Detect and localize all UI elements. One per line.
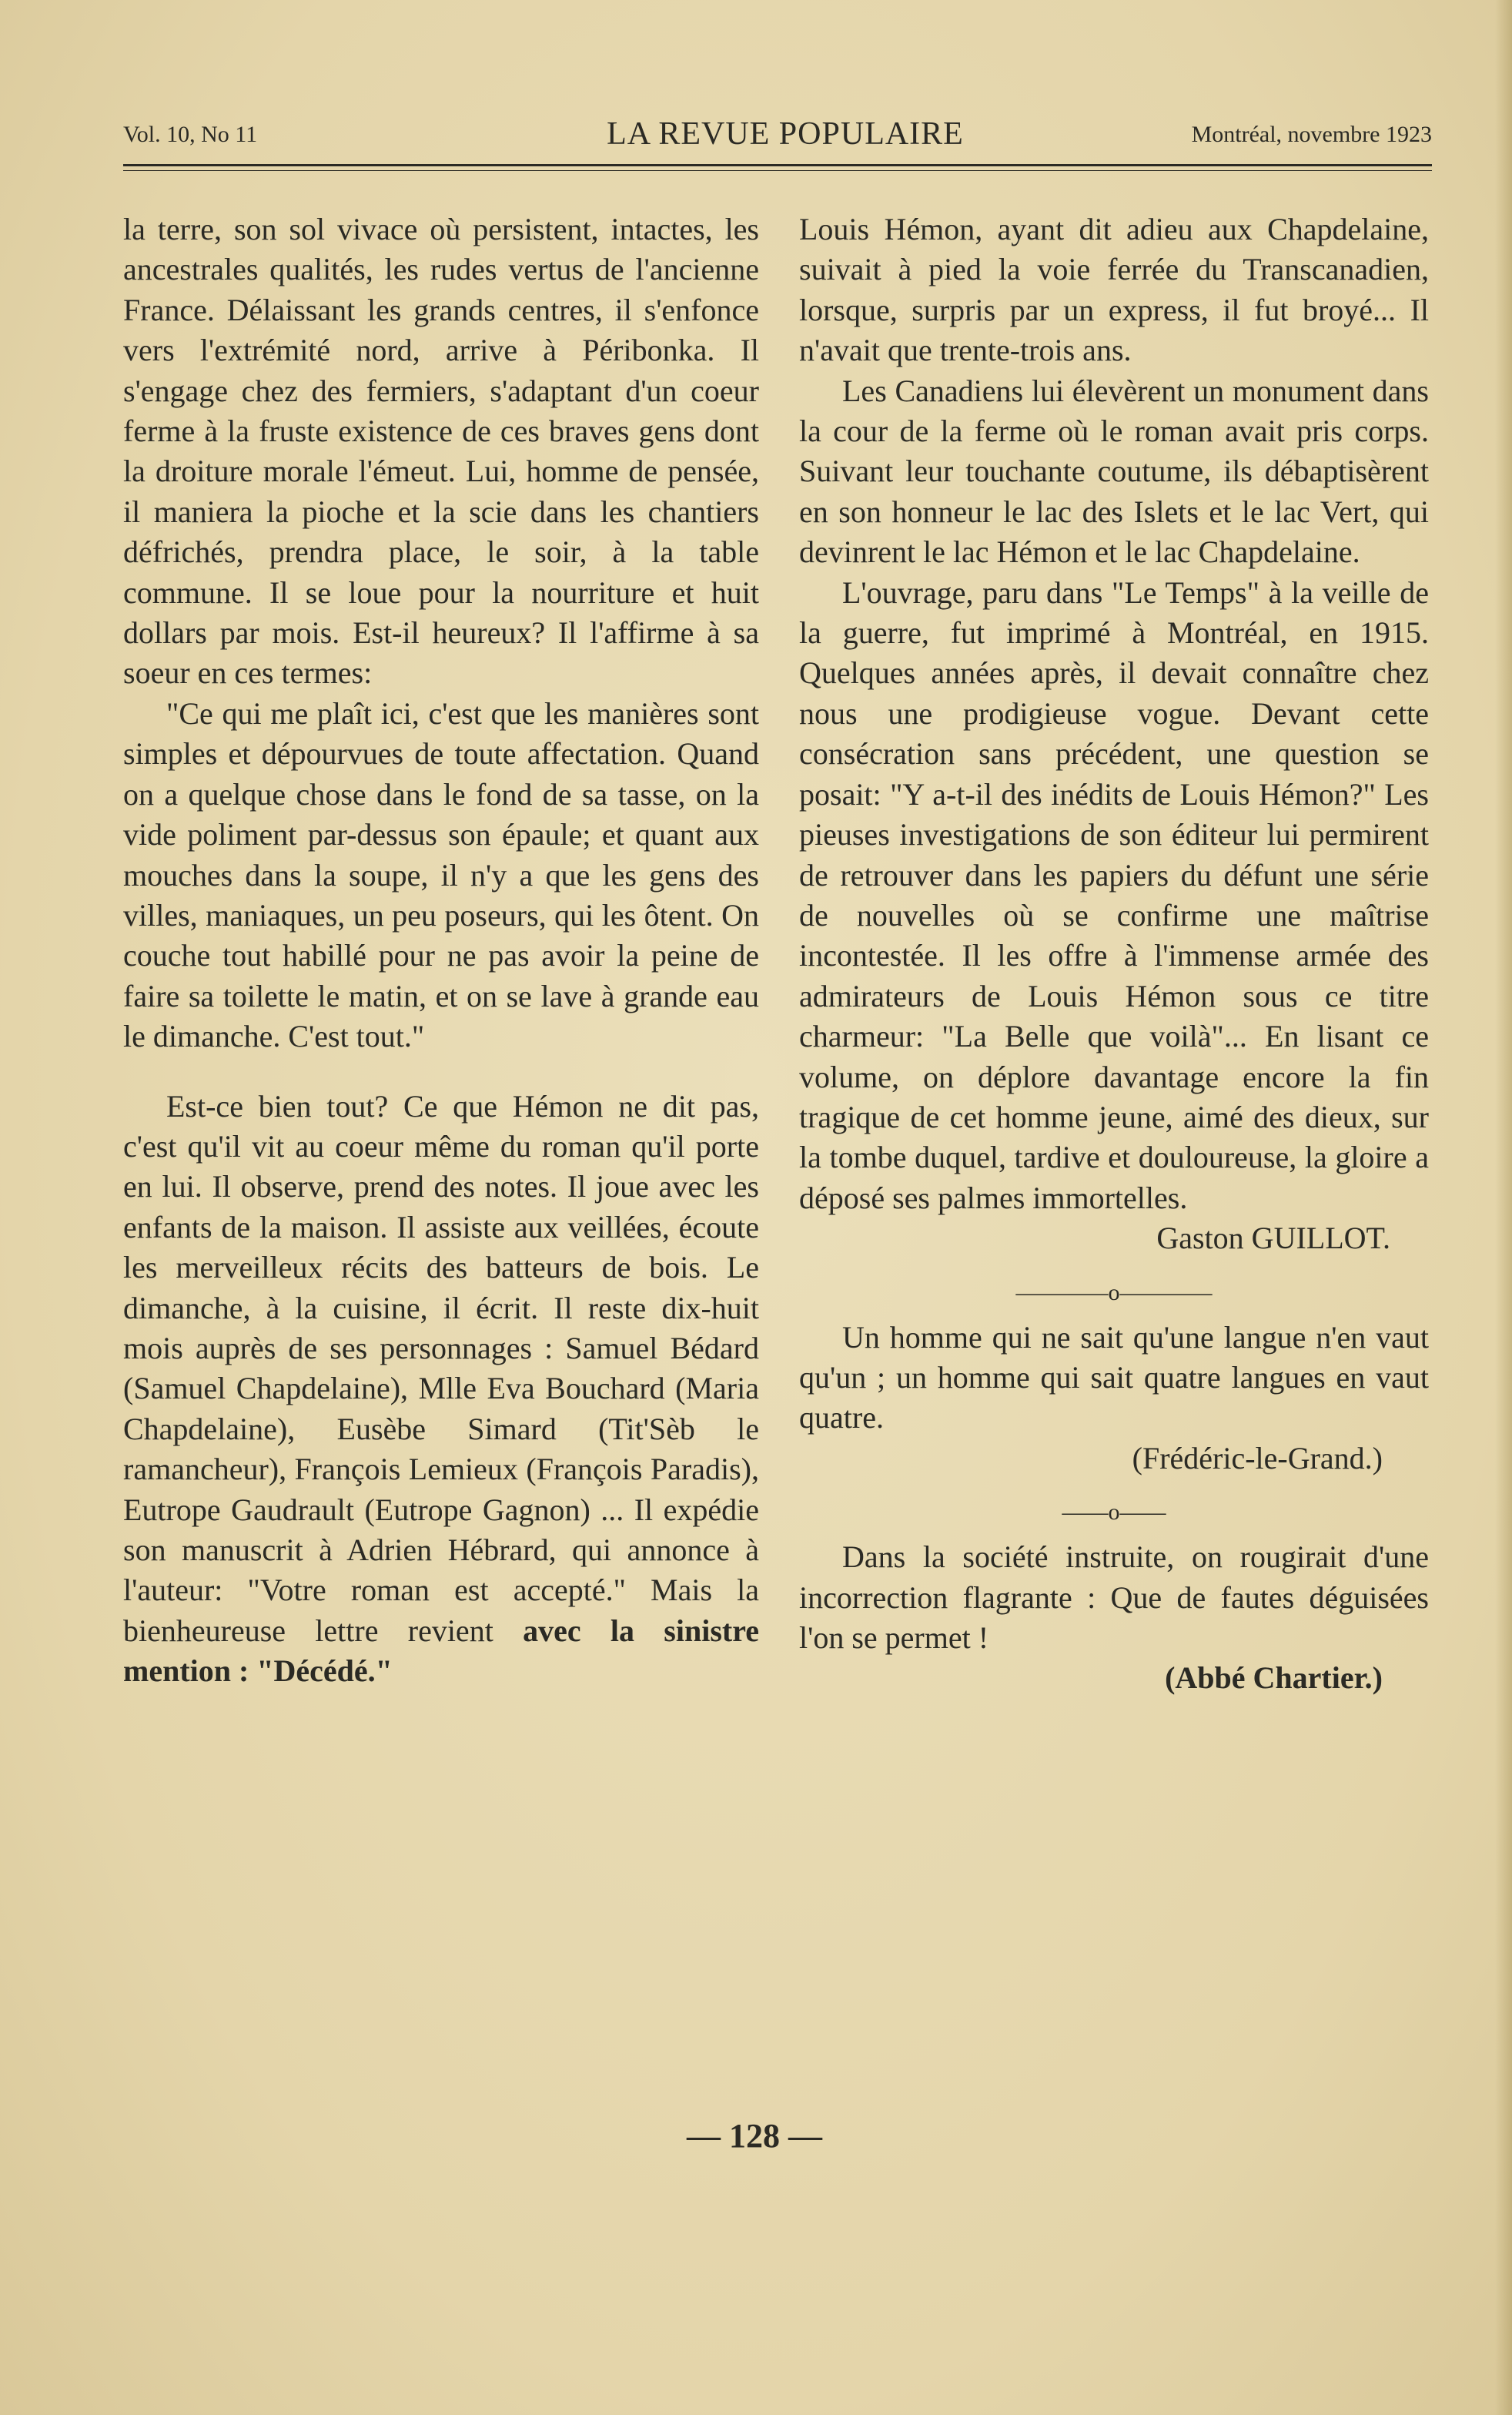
magazine-title: LA REVUE POPULAIRE bbox=[607, 116, 964, 152]
page-edge-shadow bbox=[1495, 0, 1512, 2415]
header-rule-thick bbox=[123, 164, 1432, 166]
right-column bbox=[799, 209, 1429, 1699]
running-header bbox=[123, 116, 1432, 162]
author-signature: Gaston GUILLOT. bbox=[1156, 1221, 1390, 1256]
paragraph: la terre, son sol vivace où persistent, intactes, les ancestrales qualités, les rudes vertus de l'ancienne France. Délaissant les grands centres, il s'enfonce vers l'extrémité nord, arrive à Péribonka. Il s'engage chez des fermiers, s'adaptant d'un coeur ferme à la fruste existence de ces braves gens dont la droiture morale l'émeut. Lui, homme de pensée, il maniera la pioche et la scie dans les chantiers défrichés, prendra place, le soir, à la table commune. Il se loue pour la nourriture et huit dollars par mois. Est-il heureux? Il l'affirme à sa soeur en ces termes: bbox=[123, 212, 759, 691]
paragraph: Louis Hémon, ayant dit adieu aux Chapdelaine, suivait à pied la voie ferrée du Transcanadien, lorsque, surpris par un express, il fut broyé... Il n'avait que trente-trois ans. bbox=[799, 212, 1429, 368]
volume-number: Vol. 10, No 11 bbox=[123, 122, 258, 147]
page-number: — 128 — bbox=[687, 2117, 822, 2155]
paragraph: L'ouvrage, paru dans "Le Temps" à la veille de la guerre, fut imprimé à Montréal, en 1915. Quelques années après, il devait connaître chez nous une prodigieuse vogue. Devant cette consécration sans précédent, une question se posait: "Y a-t-il des inédits de Louis Hémon?" Les pieuses investigations de son éditeur lui permirent de retrouver dans les papiers du défunt une série de nouvelles où se confirme une maîtrise incontestée. Il les offre à l'immense armée des admirateurs de Louis Hémon sous ce titre charmeur: "La Belle que voilà"... En lisant ce volume, on déplore davantage encore la fin tragique de cet homme jeune, aimé des dieux, sur la tombe duquel, tardive et douloureuse, la gloire a déposé ses palmes immortelles. bbox=[799, 574, 1429, 1215]
quotation: Un homme qui ne sait qu'une langue n'en vaut qu'un ; un homme qui sait quatre langues en vaut quatre. bbox=[799, 1319, 1429, 1435]
section-separator: ————o———— bbox=[1015, 1279, 1213, 1305]
paragraph-bold-ending: avec la sinistre mention : "Décédé." bbox=[123, 1613, 759, 1689]
paragraph bbox=[123, 1087, 759, 1692]
header-rule-thin bbox=[123, 170, 1432, 171]
section-separator: ——o—— bbox=[1062, 1499, 1166, 1526]
paragraph: Les Canadiens lui élevèrent un monument dans la cour de la ferme où le roman avait pris corps. Suivant leur touchante coutume, ils débaptisèrent en son honneur le lac des Islets et le lac Vert, qui devinrent le lac Hémon et le lac Chapdelaine. bbox=[799, 373, 1429, 570]
paragraph-text: Est-ce bien tout? Ce que Hémon ne dit pas, c'est qu'il vit au coeur même du roman qu'il porte en lui. Il observe, prend des notes. Il joue avec les enfants de la maison. Il assiste aux veillées, écoute les merveilleux récits des batteurs de bois. Le dimanche, à la cuisine, il écrit. Il reste dix-huit mois auprès de ses personnages : Samuel Bédard (Samuel Chapdelaine), Mlle Eva Bouchard (Maria Chapdelaine), Eusèbe Simard (Tit'Sèb le ramancheur), François Lemieux (François Paradis), Eutrope Gaudrault (Eutrope Gagnon) ... Il expédie son manuscrit à Adrien Hébrard, qui annonce à l'auteur: "Votre roman est accepté." Mais la bienheureuse lettre revient bbox=[123, 1088, 759, 1648]
quotation: Dans la société instruite, on rougirait d'une incorrection flagrante : Que de fautes déguisées l'on se permet ! bbox=[799, 1539, 1429, 1655]
left-column bbox=[123, 209, 759, 1692]
quotation-attribution: (Frédéric-le-Grand.) bbox=[1132, 1440, 1383, 1475]
paragraph-gap bbox=[123, 1057, 759, 1087]
issue-date: Montréal, novembre 1923 bbox=[1191, 122, 1432, 147]
quoted-letter: "Ce qui me plaît ici, c'est que les manières sont simples et dépourvues de toute affectation. Quand on a quelque chose dans le fond de sa tasse, on la vide poliment par-dessus son épaule; et quant aux mouches dans la soupe, il n'y a que les gens des villes, maniaques, un peu poseurs, qui les ôtent. On couche tout habillé pour ne pas avoir la peine de faire sa toilette le matin, et on se lave à grande eau le dimanche. C'est tout." bbox=[123, 695, 759, 1054]
quotation-attribution: (Abbé Chartier.) bbox=[1165, 1660, 1383, 1696]
